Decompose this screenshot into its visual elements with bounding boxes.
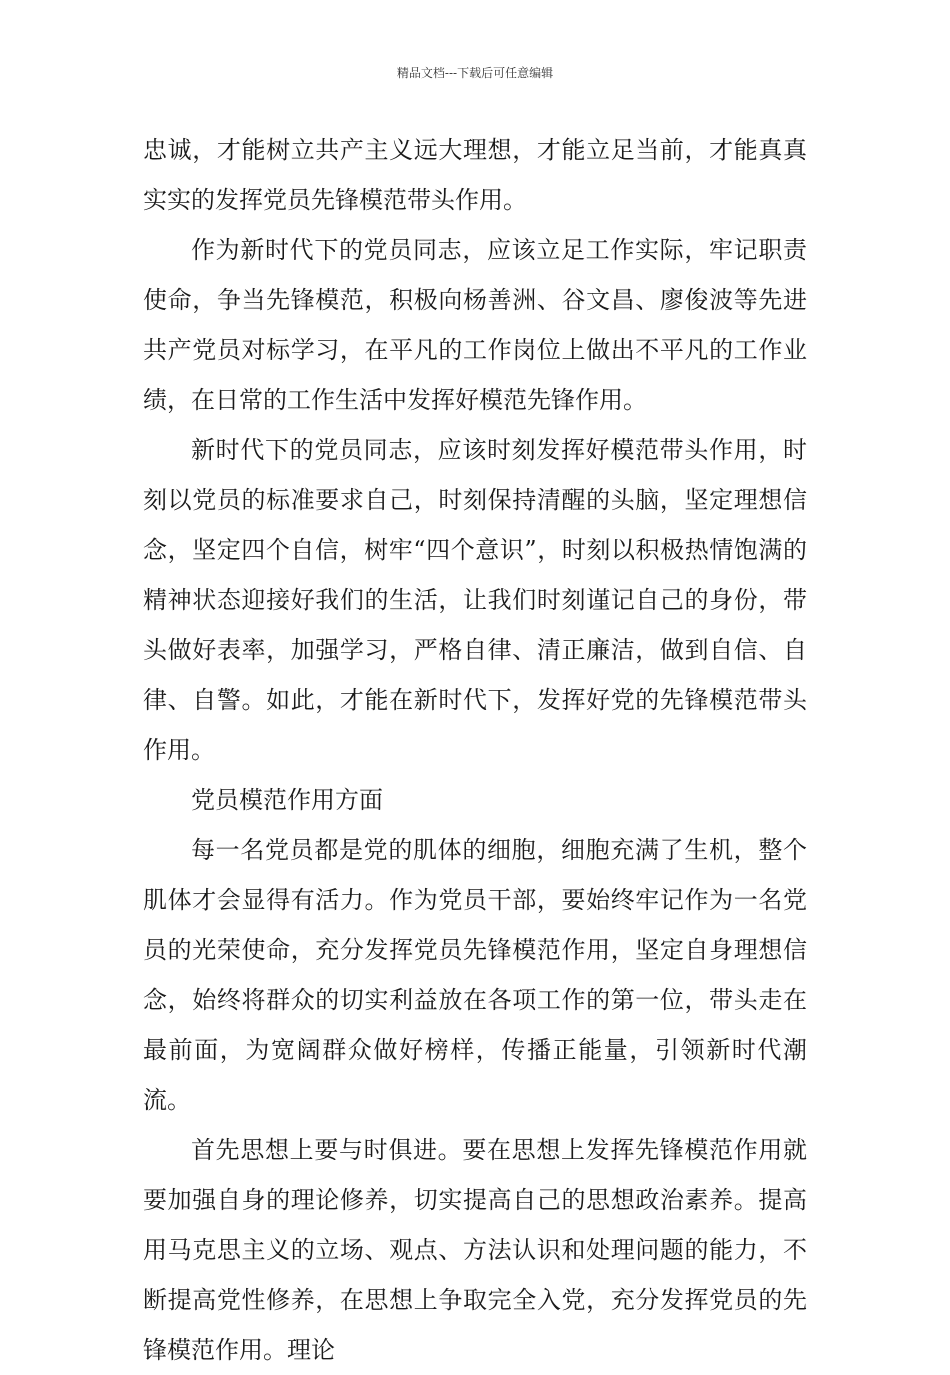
page-header: 精品文档---下载后可任意编辑 xyxy=(396,66,554,80)
paragraph: 忠诚，才能树立共产主义远大理想，才能立足当前，才能真真实实的发挥党员先锋模范带头作用。 xyxy=(143,136,807,214)
document-body xyxy=(143,125,807,1375)
paragraph: 作为新时代下的党员同志，应该立足工作实际，牢记职责使命，争当先锋模范，积极向杨善洲、谷文昌、廖俊波等先进共产党员对标学习，在平凡的工作岗位上做出不平凡的工作业绩，在日常的工作生活中发挥好模范先锋作用。 xyxy=(143,236,807,414)
paragraph: 新时代下的党员同志，应该时刻发挥好模范带头作用，时刻以党员的标准要求自己，时刻保持清醒的头脑，坚定理想信念，坚定四个自信，树牢“四个意识”，时刻以积极热情饱满的精神状态迎接好我们的生活，让我们时刻谨记自己的身份，带头做好表率，加强学习，严格自律、清正廉洁，做到自信、自律、自警。如此，才能在新时代下，发挥好党的先锋模范带头作用。 xyxy=(143,436,807,764)
section-heading: 党员模范作用方面 xyxy=(191,786,383,814)
paragraph: 首先思想上要与时俱进。要在思想上发挥先锋模范作用就要加强自身的理论修养，切实提高自己的思想政治素养。提高用马克思主义的立场、观点、方法认识和处理问题的能力，不断提高党性修养，在思想上争取完全入党，充分发挥党员的先锋模范作用。理论 xyxy=(143,1136,807,1364)
paragraph: 每一名党员都是党的肌体的细胞，细胞充满了生机，整个肌体才会显得有活力。作为党员干部，要始终牢记作为一名党员的光荣使命，充分发挥党员先锋模范作用，坚定自身理想信念，始终将群众的切实利益放在各项工作的第一位，带头走在最前面，为宽阔群众做好榜样，传播正能量，引领新时代潮流。 xyxy=(143,836,807,1114)
